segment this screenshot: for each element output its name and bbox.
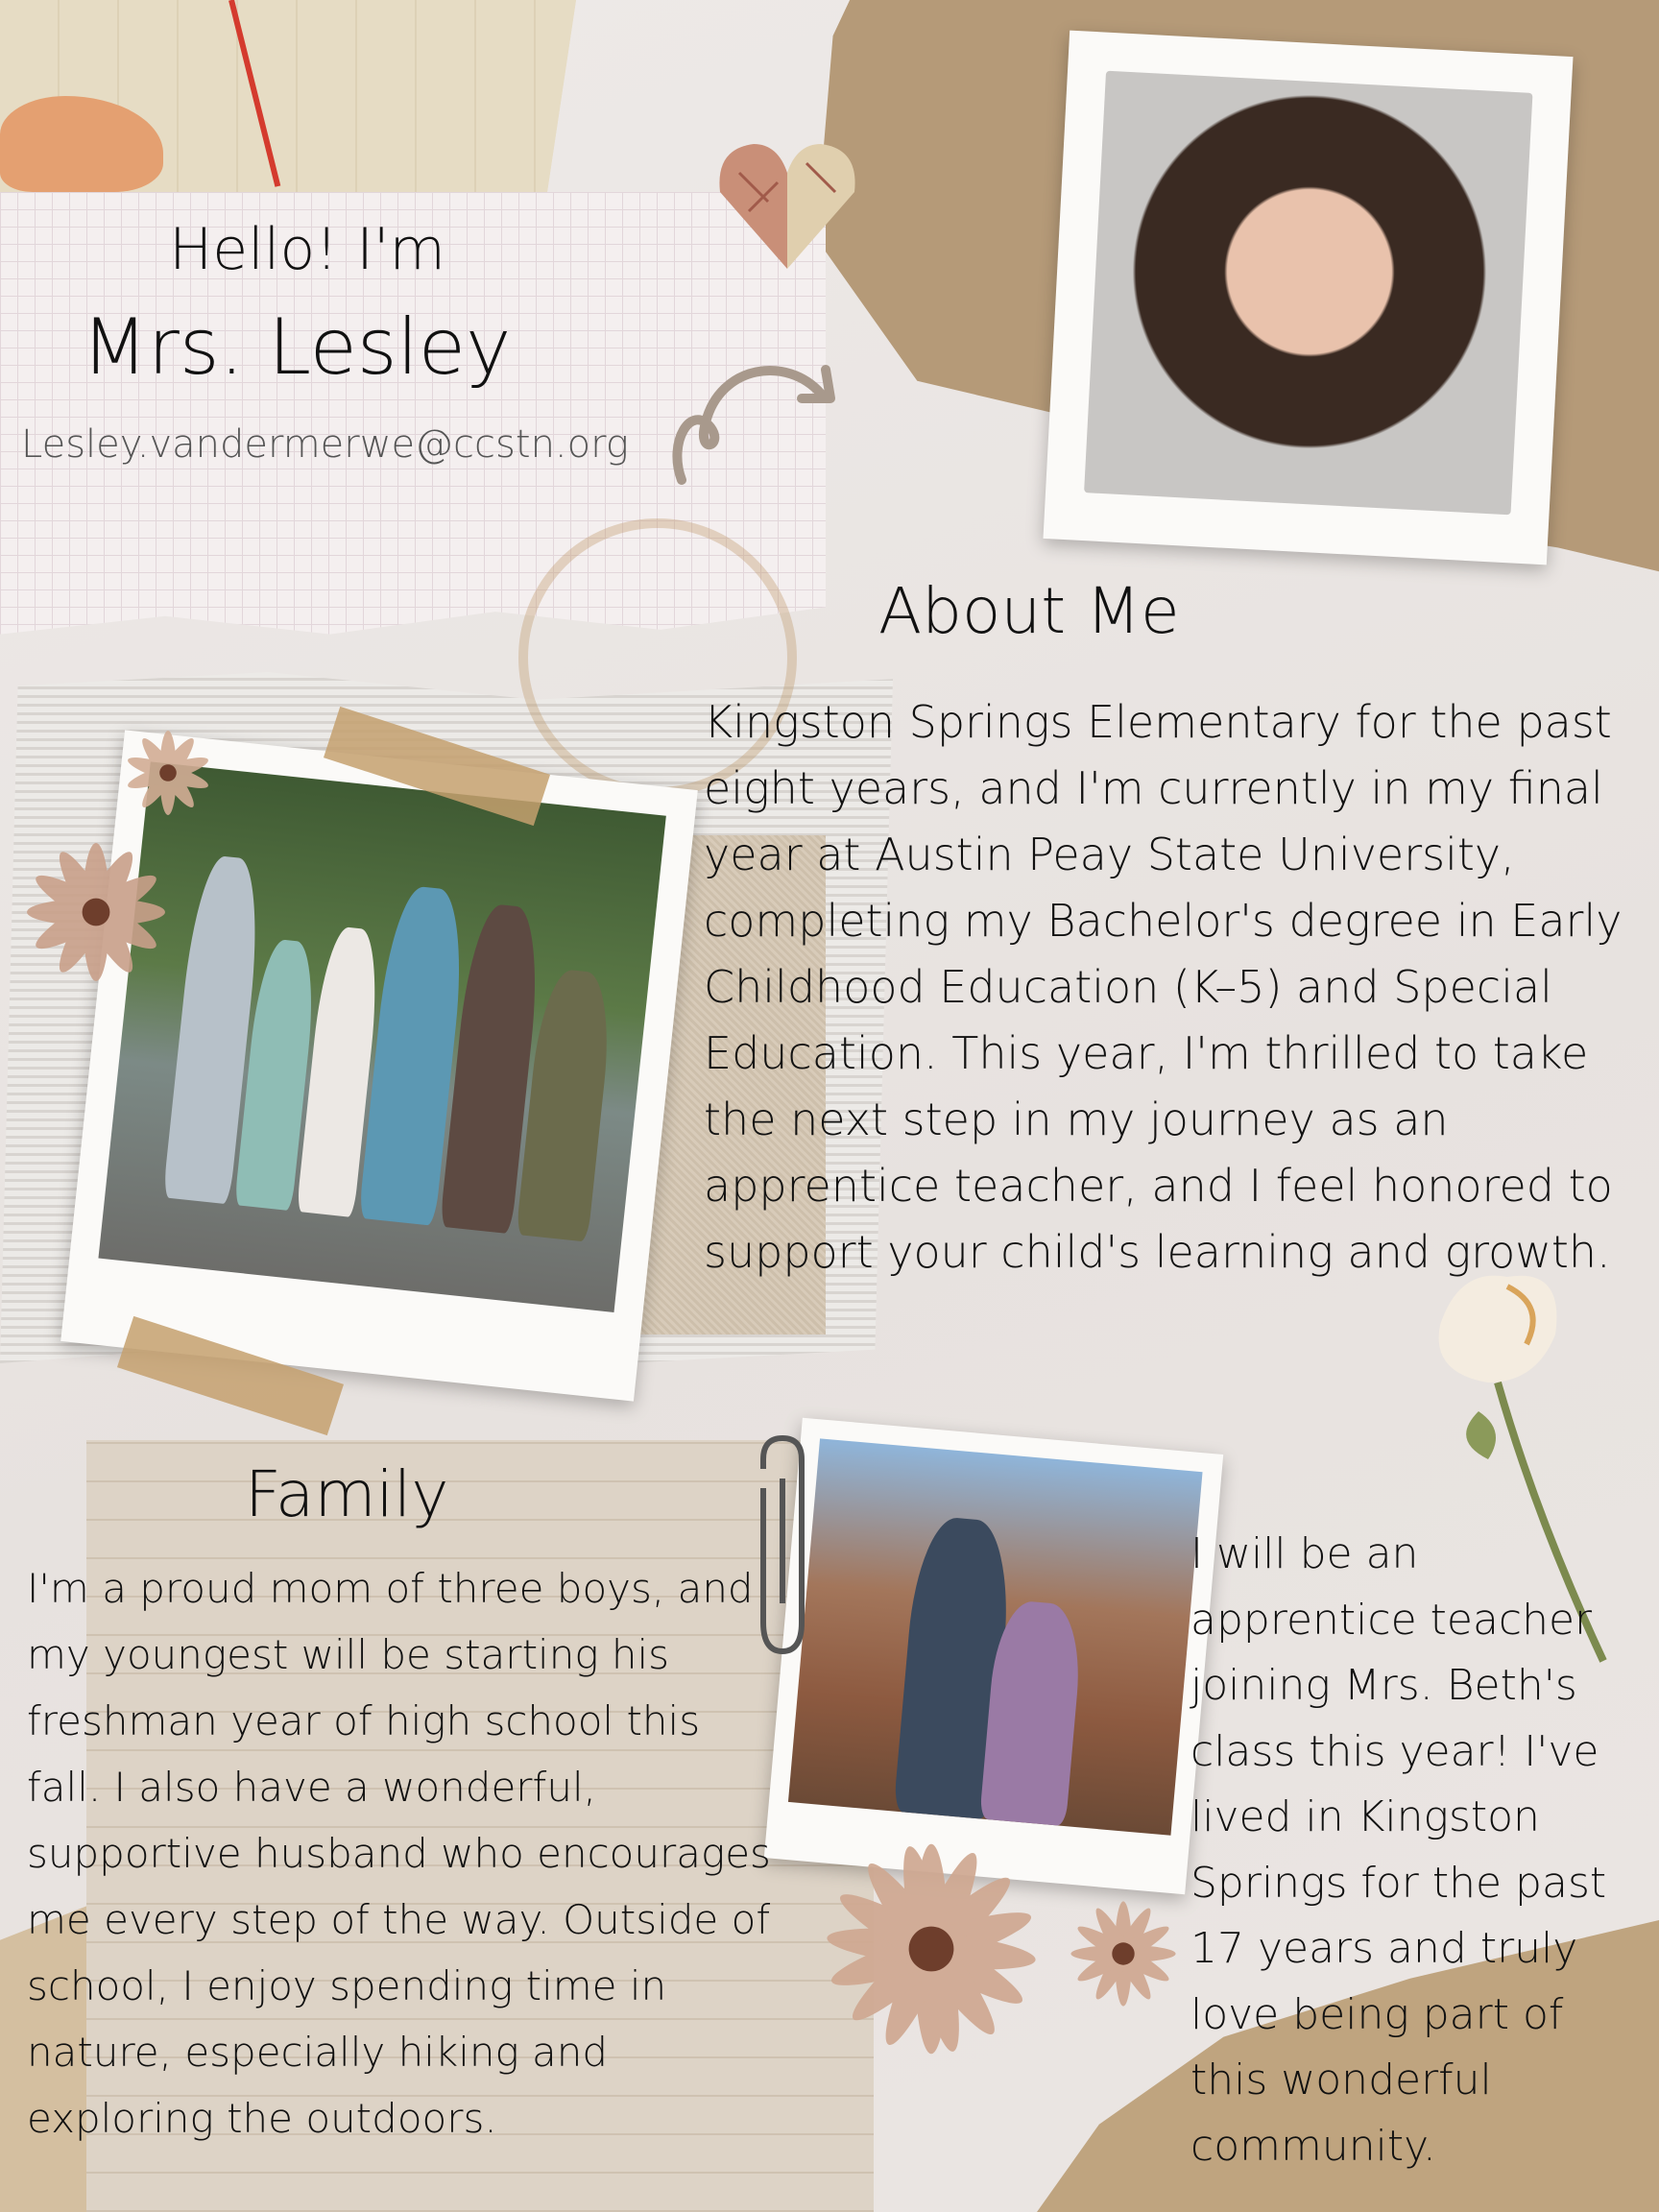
family-photo bbox=[98, 761, 665, 1312]
apprentice-teacher-body: I will be an apprentice teacher joining Mrs. Beth's class this year! I've lived in Kingston Springs for the past 17 years and truly love being part of this wonderful community. bbox=[1190, 1529, 1607, 2171]
origami-heart-icon bbox=[710, 125, 864, 278]
daisy-flower-icon bbox=[10, 826, 182, 998]
family-body: I'm a proud mom of three boys, and my youngest will be starting his freshman year of high school this fall. I also have a wonderful, supportive husband who encourages me every step of the way. Outside of school, I enjoy spending time in nature, especially hiking and exploring the outdoors. bbox=[27, 1565, 771, 2142]
family-heading: Family bbox=[245, 1457, 449, 1531]
about-me-heading: About Me bbox=[878, 574, 1180, 648]
greeting-text: Hello! I'm bbox=[169, 216, 445, 283]
curly-arrow-icon bbox=[662, 346, 854, 490]
hiking-photo bbox=[788, 1438, 1203, 1835]
daisy-flower-icon bbox=[1061, 1891, 1186, 2016]
hiking-polaroid bbox=[764, 1418, 1223, 1895]
daisy-flower-icon bbox=[806, 1824, 1056, 2074]
daisy-flower-icon bbox=[115, 720, 221, 826]
portrait-photo bbox=[1084, 71, 1532, 516]
teacher-name: Mrs. Lesley bbox=[82, 302, 512, 392]
portrait-polaroid bbox=[1043, 31, 1573, 565]
about-me-body: Kingston Springs Elementary for the past eight years, and I'm currently in my final year at Austin Peay State University, completing my Bachelor's degree in Early Childhood Education (K–5) and Special Education. This year, I'm thrilled to take the next step in my journey as an apprentice teacher, and I feel honored to support your child's learning and growth. bbox=[704, 696, 1623, 1278]
email-address[interactable]: Lesley.vandermerwe@ccstn.org bbox=[21, 422, 629, 467]
